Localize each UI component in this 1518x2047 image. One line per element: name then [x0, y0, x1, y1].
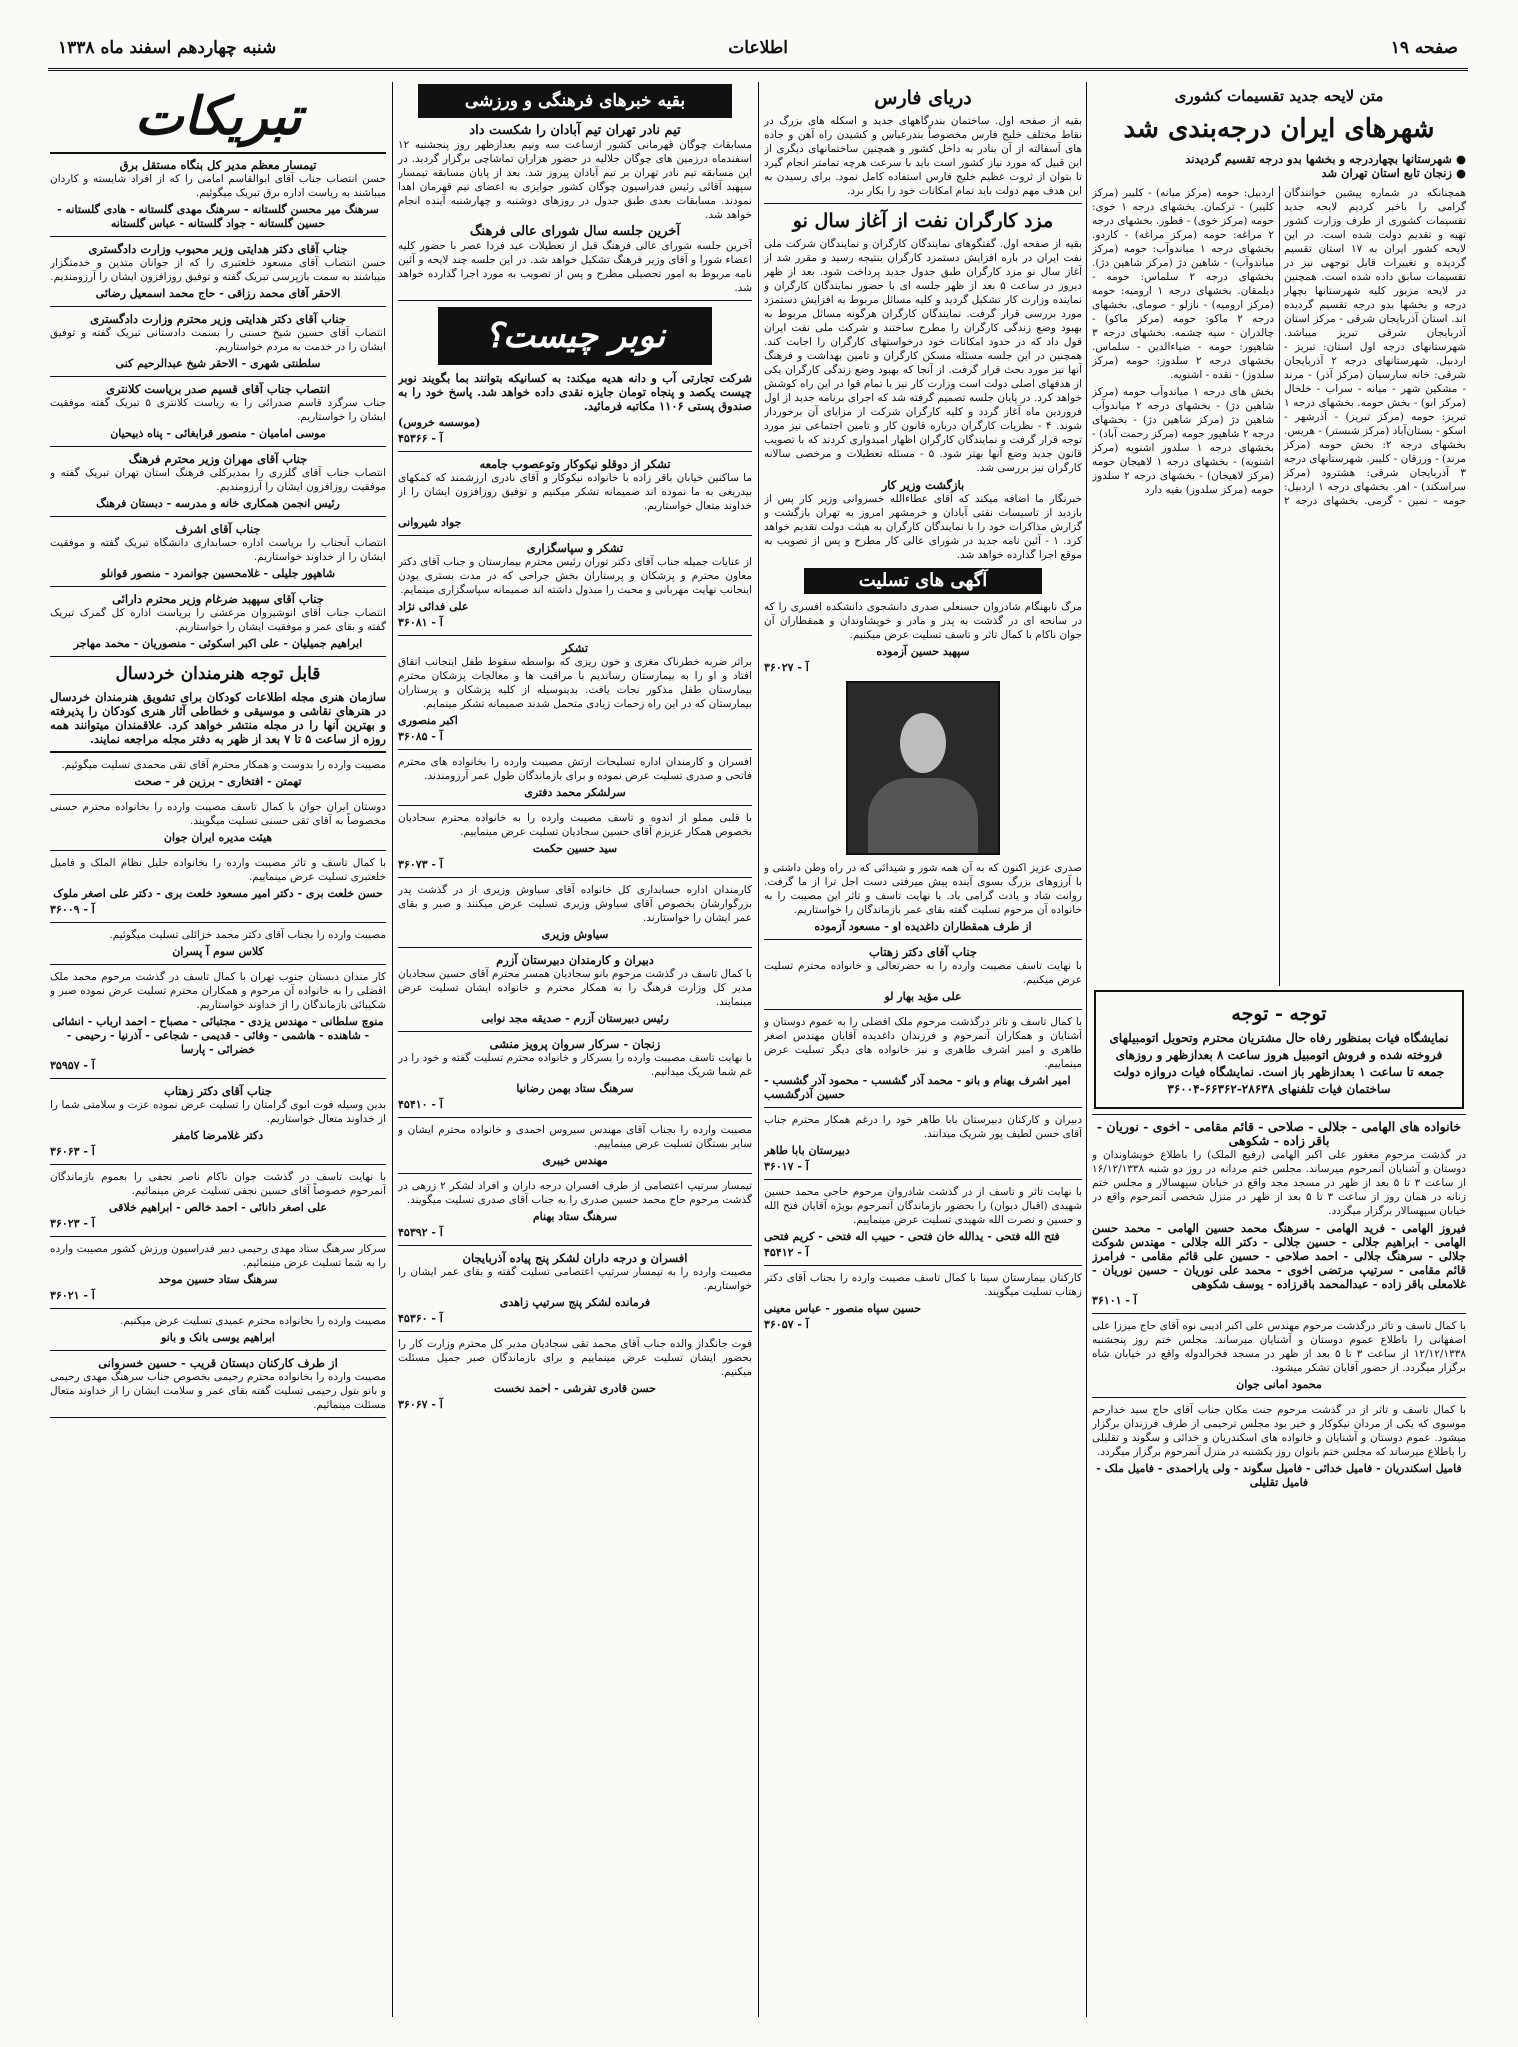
- notice-signer: اکبر منصوری: [398, 714, 458, 727]
- condolence-heading: جناب آقای دکتر زهتاب: [164, 1084, 272, 1098]
- condolence-signer: سرهنگ ستاد حسین موحد: [158, 1273, 278, 1286]
- congrats-item: [50, 382, 386, 441]
- article-body: سازمان هنری مجله اطلاعات کودکان برای تشویق هنرمندان خردسال در هنرهای نقاشی و موسیقی و خطاطی آثار هنری کودکان را پذیرفته و بهترین آنها را در مجله منتشر خواهد کرد. علاقمندان میتوانند همه روزه از ساعت ۵ تا ۷ بعد از ظهر به دفتر مجله مراجعه نمایند.: [50, 690, 386, 746]
- bullet: ● زنجان تابع استان تهران شد: [1321, 166, 1466, 180]
- subheading: جناب آقای دکتر زهتاب: [869, 945, 977, 959]
- condolence-body: با کمال تاسف و تاثر درگذشت مرحوم ملک افضلی را به عموم دوستان و آشنایان و همکاران آنمرحوم و فرزندان داغدیده آقایان مهندس اصغر طاهری و امیر اشرف طاهری و نیز خانواده های دیگر تسلیت عرض مینماییم.: [764, 1016, 1082, 1070]
- notice-title: تشکر و سپاسگزاری: [526, 541, 624, 555]
- condolence-body: کارکنان بیمارستان سینا با کمال تاسف مصیبت وارده را بجناب آقای دکتر زهتاب تسلیت میگویند.: [764, 1272, 1082, 1298]
- condolence-body: صدری عزیز اکنون که به آن همه شور و شیدائی که در راه وطن داشتی و با آرزوهای بزرگ بسوی آینده پیش میرفتی دست اجل ترا از ما گرفت. روانت شاد و یادت گرامی باد. با نهایت تاسف و تاثر این مصیبت را به خانواده آن مرحوم تسلیت گفته بقای عمر بازماندگان را خواستاریم.: [764, 862, 1082, 916]
- article-title: متن لایحه جدید تقسیمات کشوری: [1174, 87, 1384, 105]
- condolence-body: مصیبت وارده را بجناب آقای دکتر محمد خزائلی تسلیت میگوئیم.: [109, 929, 386, 941]
- ad-code: آ - ۳۶۱۰۱: [1092, 1294, 1137, 1307]
- congrats-item: [50, 592, 386, 651]
- condolence-body: سرکار سرهنگ ستاد مهدی رحیمی دبیر فدراسیون ورزش کشور مصیبت وارده را به شما تسلیت عرض مینمائیم.: [50, 1243, 386, 1269]
- ad-code: آ - ۴۵۳۹۲: [398, 1226, 443, 1239]
- condolence-signer: سرلشکر محمد دفتری: [524, 786, 626, 799]
- condolence-signer: فامیل اسکندریان - فامیل خدائی - فامیل سگوند - ولی یاراحمدی - فامیل ملک - فامیل تقلیلی: [1096, 1462, 1462, 1489]
- column-congratulations: [50, 82, 386, 2017]
- condolence-signer: منوچ سلطانی - مهندس یزدی - مجتبائی - مصباح - احمد ارباب - انشائی - شاهنده - هاشمی - وفائی - قدیمی - شجاعی - آذرنیا - رحیمی - خضرائی - پارسا: [52, 1015, 384, 1056]
- ad-code: آ - ۴۵۴۱۰: [398, 1098, 443, 1111]
- congrats-signer: ابراهیم جمیلیان - علی اکبر اسکوئی - منصوریان - محمد مهاجر: [73, 637, 363, 650]
- ad-code: آ - ۳۵۹۵۷: [50, 1059, 95, 1072]
- congrats-signer: شاهپور جلیلی - غلامحسین جوانمرد - منصور قوانلو: [100, 567, 336, 580]
- ad-code: آ - ۳۶۰۲۳: [50, 1217, 95, 1230]
- ad-code: آ - ۳۶۰۰۹: [50, 903, 95, 916]
- condolence-body: با کمال تاسف و تاثر مصیبت وارده را بخانواده جلیل نظام الملک و فامیل خلعتبری تسلیت عرض مینماییم.: [50, 857, 386, 883]
- congrats-heading: جناب آقای دکتر هدایتی وزیر محترم وزارت دادگستری: [90, 312, 346, 326]
- congrats-signer: الاحقر آقای محمد رزاقی - حاج محمد اسمعیل رضائی: [95, 287, 341, 300]
- condolence-item: [50, 928, 386, 959]
- ad-code: آ - ۳۶۰۸۱: [398, 616, 443, 629]
- condolence-body: بدین وسیله فوت ابوی گرامتان را تسلیت عرض نموده عزت و سلامتی شما را از خداوند متعال خواستاریم.: [50, 1099, 386, 1125]
- congrats-item: [50, 242, 386, 301]
- condolence-body: کارمندان اداره حسابداری کل خانواده آقای سیاوش وزیری از در گذشت پدر بزرگوارشان بخصوص آقای سیاوش وزیری تسلیت عرض میکنند و صبر و بقای عمر ایشان را خواستارند.: [398, 884, 752, 924]
- condolence-body: با نهایت تاسف مصیبت وارده را بسرکار و خانواده محترم تسلیت گفته و خود را در غم شما شریک میدانیم.: [398, 1052, 752, 1078]
- subheading: افسران و درجه داران لشکر پنج پیاده آذربایجان: [462, 1251, 688, 1265]
- condolence-signer: ابراهیم یوسی بانک و بانو: [161, 1331, 275, 1344]
- notice-title: توجه - توجه: [1231, 1003, 1327, 1025]
- condolence-list: [50, 758, 386, 1418]
- congrats-item: [50, 312, 386, 371]
- condolence-signer: فتح الله فتحی - یدالله خان فتحی - حبیب اله فتحی - کریم فتحی: [764, 1230, 1060, 1243]
- congrats-signer: سرهنگ میر محسن گلستانه - سرهنگ مهدی گلستانه - هادی گلستانه - حسین گلستانه - جواد گلستانه - عباس گلستانه: [57, 203, 379, 230]
- condolence-body: مصیبت وارده را بخانواده محترم رحیمی بخصوص جناب سرهنگ مهدی رحیمی و بانو بتول رحیمی تسلیت گفته بقای عمر و سلامت ایشان را از خداوند متعال مسئلت مینمائیم.: [50, 1371, 386, 1411]
- condolence-body: دوستان ایران جوان با کمال تاسف مصیبت وارده را بخانواده محترم حسنی مخصوصاً به آقای تقی حسنی تسلیت میگویند.: [50, 801, 386, 827]
- notice-body: براثر ضربه خطرناک مغزی و خون ریزی که بواسطه سقوط طفل اینجانب اتفاق افتاد و او را به بیمارستان رساندیم با مراقبت ها و معالجات پزشکان محترم بیمارستان طفل مذکور نجات یافت. بدینوسیله از کلیه پزشکان و پرستاران بیمارستان که در این راه زحمات زیادی متحمل شدند صمیمانه تشکر مینمایم.: [398, 656, 752, 710]
- article-body: همچنانکه در شماره پیشین خوانندگان گرامی را باخبر کردیم لایحه جدید تقسیمات کشوری از طرف وزارت کشور تهیه و تقدیم دولت شده است. در این لایحه کشور ایران به ۱۷ استان تقسیم گردیده و تغییرات قابل توجهی نیز در تقسیمات سابق داده شده است. همچنین در لایحه مزبور کلیه شهرستانها بچهار درجه و بخشها بدو درجه تقسیم گردیده اند. استان آذربایجان شرقی - مرکز استان آذربایجان شرقی تبریز میباشد. شهرستانهای درجه اول استان: تبریز - اردبیل. شهرستانهای درجه ۲ آذربایجان شرقی: خانه سارسیان (مرکز آذر) - مرند - مشکین شهر - میانه - سراب - خلخال (مرکز ابو) - بخش حومه. بخشهای درجه ۱ تبریز: حومه (مرکز تبریز) - آذرشهر - اسکو - بستان‌آباد (مرکز شبستر) - هریس. بخشهای درجه ۲: بخش حومه (مرکز مرند) - ورزقان - کلیبر. شهرستانهای درجه ۳ آذربایجان شرقی: هشترود (مرکز سراسکند) - اهر. بخشهای درجه ۱ اردبیل: حومه - نمین - گرمی. بخشهای درجه ۲ اردبیل: حومه (مرکز میانه) - کلیبر (مرکز کلیبر) - ترکمان. بخشهای درجه ۱ خوی: حومه (مرکز خوی) - قطور. بخشهای درجه ۲ مراغه: حومه (مرکز مراغه) - کاردو. بخشهای درجه ۱ میاندوآب: حومه (مرکز میاندوآب) - شاهین دژ (مرکز شاهین دژ). بخشهای درجه ۲ سلماس: حومه - دیلمقان. بخشهای درجه ۱ ارومیه: حومه (مرکز ارومیه) - نازلو - صومای. بخشهای درجه ۲ ماکو: حومه (مرکز ماکو) - چالدران - سیه چشمه. بخشهای درجه ۳ شاهپور: حومه - ضیاءالدین - سلماس. بخشهای درجه ۲ سلدوز: حومه (مرکز سلدوز) - نقده - اشنویه.: [1092, 187, 1466, 507]
- ad-signer: (موسسه خروس): [398, 416, 481, 429]
- condolence-body: فوت جانگداز والده جناب آقای محمد تقی سجادیان مدیر کل محترم وزارت کار را بحضور ایشان تسلیت عرض مینماییم و برای بازماندگان صبر جمیل مسئلت میکنیم.: [398, 1338, 752, 1378]
- column-rule: [392, 82, 393, 2017]
- condolence-signer: حسن قادری تفرشی - احمد نخست: [494, 1382, 656, 1395]
- congrats-body: حسن انتصاب جناب آقای ابوالقاسم امامی را که از افراد شایسته و کاردان میباشند به ریاست اداره برق تبریک میگوئیم.: [50, 173, 386, 199]
- congrats-heading: انتصاب جناب آقای قسیم صدر بریاست کلانتری: [105, 382, 331, 396]
- article-body-continued: بخش های درجه ۱ میاندوآب حومه (مرکز شاهین دژ) - بخشهای درجه ۲ میاندوآب شاهین دژ (مرکز شاهین دژ) - بخشهای درجه ۲ شاهپور حومه (مرکز رحمت آباد) - بخشهای درجه ۱ سلدوز اشنویه (مرکز اشنویه) - بخشهای درجه ۱ لاهیجان حومه (مرکز لاهیجان) - بخشهای درجه ۲ سلدوز حومه (مرکز سلدوز) بقیه دارد: [1092, 386, 1275, 496]
- ad-banner: نوبر چیست؟: [438, 307, 712, 365]
- newspaper-name: اطلاعات: [728, 38, 788, 58]
- condolence-signer: علی اصغر دانائی - احمد خالص - ابراهیم خلاقی: [109, 1201, 327, 1214]
- condolence-item: [50, 1170, 386, 1231]
- page-number: صفحه ۱۹: [1390, 38, 1458, 58]
- article-body: بقیه از صفحه اول. گفتگوهای نمایندگان کارگران و نمایندگان شرکت ملی نفت ایران در باره افزایش دستمزد کارگران بنتیجه رسید و مقرر شد از آغاز سال نو مزد کارگران طبق جدول جدید پرداخت شود. بعد از ظهر دیروز در ساعت ۵ بعد از ظهر جلسه ای با حضور نمایندگان کارگران و نماینده وزارت کار تشکیل گردید و کلیه مسائل مربوط به افزایش دستمزد مورد بررسی قرار گرفت. نمایندگان کارگران هرگونه مسائل مربوط به بهبود وضع زندگی کارگران را مطرح ساختند و شرکت ملی نفت ایران قول داد که در حدود امکانات خود درخواستهای کارگران را اجابت کند. همچنین در این جلسه مسئله مسکن کارگران و تامین بهداشت و فرهنگ آنها نیز مورد بحث قرار گرفت. از آنجا که بهبود وضع زندگی کارگران یکی از هدفهای اصلی دولت است وزارت کار نیز با تمام قوا در این راه کوشش خواهد کرد. در پایان جلسه تصمیم گرفته شد که اجرای برنامه جدید از اول فروردین ماه آغاز گردد و کلیه کارگران شرکت از مزایای آن برخوردار شوند. ۴ - نظریات کارگران درباره قانون کار و تامین اجتماعی نیز مورد توجه قرار گرفت و نمایندگان کارگران اظهار امیدواری کردند که با تصویب قانون جدید وضع آنها بهتر شود. ۵ - مسئله تعطیلات و مرخصی سالانه کارگران نیز بررسی شد.: [764, 238, 1082, 474]
- condolence-signer: امیر اشرف بهنام و بانو - محمد آذر گشسب - محمود آذر گشسب - حسین آذرگشسب: [764, 1074, 1071, 1101]
- notice-body: ما ساکنین خیابان باقر زاده با خانواده نیکوکار و آقای نادری ارزشمند که کمکهای بیدریغی به ما نموده اند صمیمانه تشکر میکنیم و توفیق روزافزون ایشان را از خداوند متعال خواستاریم.: [398, 472, 752, 512]
- ad-code: آ - ۳۶۰۲۱: [50, 1289, 95, 1302]
- article-headline: شهرهای ایران درجه‌بندی شد: [1123, 114, 1435, 144]
- condolence-signer: دکتر غلامرضا کامفر: [172, 1129, 264, 1142]
- condolence-body: مصیبت وارده را به تیمسار سرتیپ اعتصامی تسلیت گفته و بقای عمر ایشان را خواستاریم.: [398, 1266, 752, 1292]
- congrats-signer: سلطنتی شهری - الاحقر شیخ عبدالرحیم کنی: [115, 357, 321, 370]
- portrait-photo: [846, 681, 1000, 855]
- condolence-body: با نهایت تاثر و تاسف از در گذشت شادروان مرحوم حاجی محمد حسین شهیدی (اقبال دیوان) را بحضور بازماندگان آنمرحوم بویژه آقایان فتح الله و حسین و نصرت الله شهیدی تسلیت عرض مینماییم.: [764, 1186, 1082, 1226]
- condolence-item: [50, 856, 386, 917]
- congrats-body: انتصاب آقای حسین شیخ حسنی را بسمت دادستانی تبریک گفته و توفیق ایشان را در خدمت به مردم خواستاریم.: [50, 327, 386, 353]
- condolence-body: مرگ نابهنگام شادروان حسنعلی صدری دانشجوی دانشکده افسری را که در سانحه ای در گذشت به پدر و مادر و خویشاوندان و همقطاران آن جوان ناکام با کمال تاثر و تاسف تسلیت عرض میکنیم.: [764, 601, 1082, 641]
- condolence-item: [50, 970, 386, 1073]
- condolence-body: با کمال تاسف و تاثر از در گذشت مرحوم جنت مکان جناب آقای حاج سید خدارحم موسوی که یکی از مردان نیکوکار و خیر بود مجلس ترحیمی از طرف فرزندان برگزار میشود. عموم دوستان و آشنایان و خانواده های اسکندریان و خدائی و سگوند و تقلیلی را باطلاع میرساند که مجلس ختم بانوان روز یکشنبه در منزل آنمرحوم برگزار میگردد.: [1092, 1404, 1466, 1458]
- congrats-heading: جناب آقای دکتر هدایتی وزیر محبوب وزارت دادگستری: [88, 242, 348, 256]
- notice-signer: جواد شیروانی: [398, 516, 462, 529]
- condolence-signer: رئیس دبیرستان آزرم - صدیقه مجد نوابی: [481, 1012, 669, 1025]
- article-title: تیم نادر تهران تیم آبادان را شکست داد: [469, 123, 681, 138]
- condolence-signer: حسین سپاه منصور - عباس معینی: [764, 1302, 922, 1315]
- congrats-body: جناب سرگرد قاسم صدرائی را به ریاست کلانتری ۵ تبریک گفته موفقیت ایشان را خواستاریم.: [50, 397, 386, 423]
- condolence-body: با کمال تاسف در گذشت مرحوم بانو سجادیان همسر محترم آقای حسین سجادیان مدیر کل وزارت فرهنگ را به همکار محترم و خانواده ایشان تسلیت عرض مینمایند.: [398, 968, 752, 1008]
- condolence-signer: حسن خلعت بری - دکتر امیر مسعود خلعت بری - دکتر علی اصغر ملوک: [53, 887, 383, 900]
- congrats-body: حسن انتصاب آقای مسعود خلعتبری را که از جوانان متدین و خدمتگزار میباشند به سمت بازپرسی تبریک گفته و توفیق روزافزون ایشان را آرزومندیم.: [50, 257, 386, 283]
- column-culture-sport: [398, 82, 752, 2017]
- article-title: قابل توجه هنرمندان خردسال: [115, 664, 321, 684]
- condolence-body: کار مندان دبستان جنوب تهران با کمال تاسف در گذشت مرحوم محمد ملک افضلی را به خانواده آن مرحوم و همکاران محترم تسلیت عرض نموده صبر و شکیبائی بازماندگان را از خداوند خواستاریم.: [50, 971, 386, 1011]
- ad-code: آ - ۳۶۰۶۷: [398, 1398, 443, 1411]
- article-title: مزد کارگران نفت از آغاز سال نو: [792, 210, 1054, 232]
- condolence-signer: محمود امانی جوان: [1236, 1378, 1322, 1391]
- congrats-heading: جناب آقای اشرف: [175, 522, 261, 536]
- congrats-item: [50, 158, 386, 231]
- issue-date: شنبه چهاردهم اسفند ماه ۱۳۳۸: [58, 38, 277, 58]
- fiat-notice: [1094, 990, 1464, 1109]
- congrats-signer: موسی امامیان - منصور قرابغائی - پناه ذبیحیان: [110, 427, 326, 440]
- notice-title: تشکر: [561, 641, 589, 655]
- ad-code: آ - ۴۵۴۱۲: [764, 1246, 809, 1259]
- condolence-banner: آگهی های تسلیت: [804, 568, 1042, 594]
- congrats-item: [50, 452, 386, 511]
- congrats-heading: تیمسار معظم مدیر کل بنگاه مستقل برق: [119, 158, 317, 172]
- condolence-body: مصیبت وارده را بجناب آقای مهندس سیروس احمدی و خانواده محترم ایشان و سایر بستگان تسلیت عرض مینماییم.: [398, 1124, 752, 1150]
- article-body: خبرنگار ما اضافه میکند که آقای عطاءالله خسروانی وزیر کار پس از بازدید از تاسیسات نفتی آبادان و خرمشهر امروز به تهران بازگشت و گزارش مذاکرات خود را با نمایندگان کارگران به هیئت دولت تقدیم خواهد کرد. ۱ - آئین نامه جدید در شورای عالی کار مطرح و پس از تصویب به موقع اجرا گذارده خواهد شد.: [764, 493, 1082, 561]
- subheading: زنجان - سرکار سروان پرویز منشی: [489, 1037, 661, 1051]
- masthead: [48, 30, 1468, 71]
- condolence-body: مصیبت وارده را بخانواده محترم عمیدی تسلیت عرض میکنیم.: [120, 1315, 386, 1327]
- condolence-signer: علی مؤید بهار لو: [884, 990, 962, 1003]
- article-body: بقیه از صفحه اول. ساختمان بندرگاههای جدید و اسکله های بزرگ در نقاط مختلف خلیج فارس مخصوصاً بندرعباس و کشیدن راه آهن و جاده های آسفالته از آن بنادر به داخل کشور و همچنین ساختمانهای دیگری از این قبیل که مورد نیاز کشور است باید با سرعت هرچه تمامتر انجام گیرد تا بتوان از ثروت عظیم خلیج فارس استفاده کامل نمود. برای رسیدن به این هدف مهم دولت باید تمام امکانات خود را بکار برد.: [764, 115, 1082, 197]
- ad-code: آ - ۴۵۳۶۰: [398, 1312, 443, 1325]
- ad-code: آ - ۳۶۰۸۵: [398, 730, 443, 743]
- condolence-item: [50, 1314, 386, 1345]
- congrats-item: [50, 522, 386, 581]
- condolence-signer: کلاس سوم آ پسران: [172, 945, 264, 958]
- ad-code: آ - ۳۶۰۲۷: [764, 661, 809, 674]
- ad-code: آ - ۴۵۳۶۶: [398, 432, 443, 445]
- condolence-signer: سرهنگ ستاد بهنام: [532, 1210, 618, 1223]
- ad-code: آ - ۳۶۰۵۷: [764, 1318, 809, 1331]
- condolence-body: مصیبت وارده را بدوست و همکار محترم آقای تقی محمدی تسلیت میگوئیم.: [61, 759, 386, 771]
- family-signers: فیروز الهامی - فرید الهامی - سرهنگ محمد حسین الهامی - محمد حسن الهامی - ابراهیم جلالی - حسین جلالی - دکتر الله جلالی - مهندس شوکت جلالی - سرهنگ جلالی - احمد صلاحی - حسین علی قائم مقامی - فرامرز قائم مقامی - سرتیپ مرتضی اخوی - محمد علی نوریان - حسین نوریان - غلامعلی باقر زاده - عبدالمحمد باقرزاده - یوسف شکوهی: [1092, 1221, 1466, 1291]
- condolence-item: [50, 800, 386, 845]
- column-rule: [758, 82, 759, 2017]
- congrats-signer: رئیس انجمن همکاری خانه و مدرسه - دبستان فرهنگ: [96, 497, 340, 510]
- condolence-heading: از طرف کارکنان دبستان قریب - حسین خسروانی: [98, 1356, 338, 1370]
- notice-body: از عنایات جمیله جناب آقای دکتر توران رئیس محترم بیمارستان و جناب آقای دکتر معاون محترم و پزشکان و پرستاران بخش جراحی که در مدت بستری بودن اینجانب نهایت مهربانی و محبت را مبذول داشته اند صمیمانه سپاسگزاری مینمایم.: [398, 556, 752, 596]
- article-body: آخرین جلسه شورای عالی فرهنگ قبل از تعطیلات عید فردا عصر با حضور کلیه اعضاء شورا و آقای وزیر فرهنگ تشکیل خواهد شد. در این جلسه چند لایحه و آئین نامه مربوط به امور تحصیلی مطرح و پس از تصویب به مورد اجرا گذارده خواهد شد.: [398, 240, 752, 294]
- condolence-signer: دبیرستان بابا طاهر: [764, 1144, 850, 1157]
- column-persian-gulf: [764, 82, 1082, 2017]
- family-heading: خانواده های الهامی - جلالی - صلاحی - قائم مقامی - اخوی - نوریان - باقر زاده - شکوهی: [1096, 1119, 1462, 1148]
- condolence-signer: سید حسین حکمت: [532, 842, 618, 855]
- bullet: ● شهرستانها بچهاردرجه و بخشها بدو درجه تقسیم گردیدند: [1185, 152, 1466, 166]
- condolence-signer: سیاوش وزیری: [541, 928, 609, 941]
- notice-body: نمایشگاه فیات بمنظور رفاه حال مشتریان محترم وتحویل اتومبیلهای فروخته شده و فروش اتومبیل هروز ساعت ۸ بعدازظهر و روزهای جمعه تا ساعت ۱ بعدازظهر باز است. نمایشگاه فیات دروازه دولت ساختمان فیات تلفنهای ۲۸۶۳۸-۶۶۳۶۲-۳۶۰۰۴: [1109, 1031, 1449, 1096]
- congrats-body: انتصاب جناب آقای گلزری را بمدیرکلی فرهنگ استان تهران تبریک گفته و موفقیت روزافزون ایشان را آرزومندیم.: [50, 467, 386, 493]
- condolence-item: [50, 758, 386, 789]
- congrats-list: [50, 158, 386, 657]
- condolence-signer: تهمتن - افتخاری - برزین فر - صحت: [134, 775, 302, 788]
- condolence-item: [50, 1356, 386, 1412]
- congrats-body: انتصاب جناب آقای انوشیروان مرعشی را بریاست اداره کل گمرک تبریک گفته و بقای عمر و موفقیت ایشان را خواستاریم.: [50, 607, 386, 633]
- notice-title: تشکر از دوقلو نیکوکار وتوعصوب جامعه: [479, 457, 671, 471]
- ad-code: آ - ۳۶۰۱۷: [764, 1160, 809, 1173]
- column-divisions: [1092, 82, 1466, 2017]
- ad-code: آ - ۳۶۰۶۳: [50, 1145, 95, 1158]
- congrats-body: انتصاب آنجناب را بریاست اداره حسابداری دانشگاه تبریک گفته و موفقیت ایشان را از خداوند خواستاریم.: [50, 537, 386, 563]
- ad-body: شرکت تجارتی آب و دانه هدیه میکند: به کسانیکه بتوانند بما بگویند نوبر چیست یکصد و پنجاه تومان جایزه نقدی داده خواهد شد. پاسخ خود را به صندوق پستی ۱۱۰۶ مکاتبه فرمائید.: [398, 371, 752, 413]
- section-banner: بقیه خبرهای فرهنگی و ورزشی: [418, 84, 732, 118]
- condolence-signer: مهندس خیبری: [542, 1154, 608, 1167]
- condolence-signer: فرمانده لشکر پنج سرتیپ زاهدی: [499, 1296, 651, 1309]
- column-rule: [1086, 82, 1087, 2017]
- congrats-heading: جناب آقای سپهبد ضرغام وزیر محترم دارائی: [112, 592, 324, 606]
- condolence-body: با نهایت تاسف مصیبت وارده را به حضرتعالی و خانواده محترم تسلیت عرض میکنیم.: [764, 960, 1082, 986]
- condolence-signer: سرهنگ ستاد بهمن رضانیا: [516, 1082, 634, 1095]
- notice-signer: علی فدائی نژاد: [398, 600, 469, 613]
- family-body: در گذشت مرحوم مغفور علی اکبر الهامی (رفیع الملک) را باطلاع خویشاوندان و دوستان و آشنایان آنمرحوم میرساند. مجلس ختم مردانه در روز دو شنبه ۱۶/۱۲/۱۳۳۸ از ساعت ۳ تا ۵ بعد از ظهر در مسجد مجد واقع در خیابان سپهسالار و مجلس ختم زنانه در همان روز از ساعت ۳ تا ۵ بعد از ظهر در منزل شخصی آنمرحوم واقع در خیابان سپهسالار برگزار میگردد.: [1092, 1149, 1466, 1217]
- ad-code: آ - ۳۶۰۷۳: [398, 858, 443, 871]
- article-body: مسابقات چوگان قهرمانی کشور ازساعت سه ونیم بعدازظهر روز پنجشنبه ۱۲ اسفندماه درزمین های چوگان جلالیه در حضور هزاران تماشاچی برگزار گردید. در این مسابقه تیم نادر تهران بر تیم آبادان پیروز شد. بعد از پایان مسابقه تیمسار سپهبد آقائی رئیس فدراسیون چوگان کشور جوایزی به اعضای تیم قهرمان اهدا نمودند. مسابقات بعدی طبق جدول در روزهای دوشنبه و چهارشنبه آینده انجام خواهد شد.: [398, 139, 752, 221]
- condolence-body: دبیران و کارکنان دبیرستان بابا طاهر خود را درغم همکار محترم جناب آقای حسن لطیف پور شریک میدانند.: [764, 1114, 1082, 1140]
- condolence-item: [50, 1242, 386, 1303]
- condolence-signer: سپهبد حسین آزموده: [876, 645, 970, 658]
- congrats-heading: جناب آقای مهران وزیر محترم فرهنگ: [128, 452, 308, 466]
- article-title: آخرین جلسه سال شورای عالی فرهنگ: [469, 224, 681, 239]
- condolence-body: با کمال تاسف و تاثر درگذشت مرحوم مهندس علی اکبر ادیبی نوه آقای حاج میرزا علی اصفهانی را باطلاع عموم دوستان و آشنایان میرساند. مجلس ختم روز پنجشنبه ۱۲/۱۲/۱۳۳۸ از ساعت ۳ تا ۵ بعد از ظهر در مسجد فخرالدوله واقع در خیابان شاه برگزار میگردد. از حضور آقایان تشکر میشود.: [1092, 1320, 1466, 1374]
- condolence-body: با قلبی مملو از اندوه و تاسف مصیبت وارده را به خانواده محترم سجادیان بخصوص همکار عزیزم آقای حسین سجادیان تسلیت عرض مینماییم.: [398, 812, 752, 838]
- subheading: بازگشت وزیر کار: [881, 478, 965, 492]
- article-title: دریای فارس: [874, 87, 972, 109]
- condolence-body: با نهایت تاسف در گذشت جوان ناکام ناصر نجفی را بعموم بازماندگان آنمرحوم خصوصاً آقای حسین نجفی تسلیت عرض مینمائیم.: [50, 1171, 386, 1197]
- section-title: تبریکات: [50, 82, 386, 154]
- condolence-item: [50, 1084, 386, 1159]
- condolence-signer: هیئت مدیره ایران جوان: [163, 831, 273, 844]
- condolence-body: تیمسار سرتیپ اعتصامی از طرف افسران درجه داران و افراد لشکر ۲ زرهی در گذشت مرحوم حاج محمد حسین صدری را به جناب آقای صدری تسلیت میگویند.: [398, 1180, 752, 1206]
- subheading: دبیران و کارمندان دبیرستان آزرم: [496, 953, 654, 967]
- condolence-signer: از طرف همقطاران داغدیده او - مسعود آزموده: [814, 920, 1032, 933]
- condolence-body: افسران و کارمندان اداره تسلیحات ارتش مصیبت وارده را بخانواده های محترم فاتحی و صدری تسلیت عرض نموده و برای بازماندگان طول عمر آرزومندند.: [398, 756, 752, 782]
